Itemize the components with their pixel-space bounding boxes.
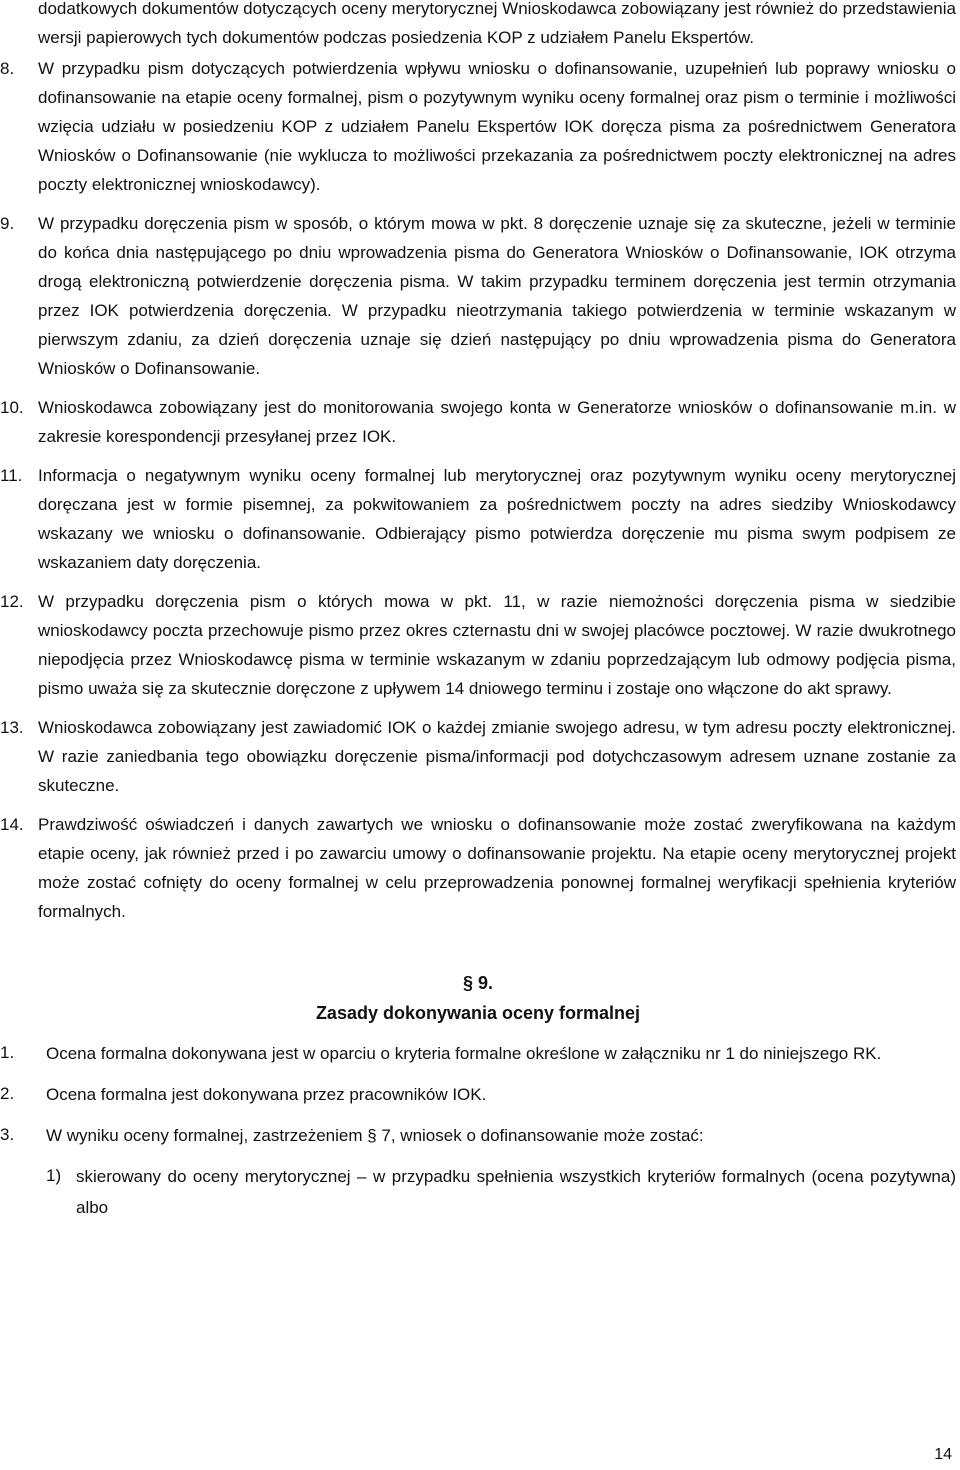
point-13 — [0, 713, 956, 800]
point-number: 9. — [0, 214, 15, 233]
point-number: 1. — [0, 1043, 15, 1062]
point-text: Ocena formalna jest dokonywana przez pracowników IOK. — [46, 1085, 487, 1104]
point-text: W przypadku doręczenia pism o których mowa w pkt. 11, w razie niemożności doręczenia pisma w siedzibie wnioskodawcy poczta przechowuje pismo przez okres czternastu dni w swojej placówce pocztowej. W razie dwukrotnego niepodjęcia przez Wnioskodawcę pisma w terminie wskazanym w zdaniu poprzedzającym lub odmowy podjęcia pisma, pismo uważa się za skutecznie doręczone z upływem 14 dniowego terminu i zostaje ono włączone do akt sprawy. — [38, 592, 956, 698]
point-text: Prawdziwość oświadczeń i danych zawartych we wniosku o dofinansowanie może zostać zweryfikowana na każdym etapie oceny, jak również przed i po zawarciu umowy o dofinansowanie projektu. Na etapie oceny merytorycznej projekt może zostać cofnięty do oceny formalnej w celu przeprowadzenia ponownej formalnej weryfikacji spełnienia kryteriów formalnych. — [38, 815, 956, 921]
section-number: § 9. — [462, 973, 494, 993]
point-text: Informacja o negatywnym wyniku oceny formalnej lub merytorycznej oraz pozytywnym wyniku oceny merytorycznej doręczana jest w formie pisemnej, za pokwitowaniem za pośrednictwem poczty na adres siedziby Wnioskodawcy wskazany we wniosku o dofinansowanie. Odbierający pismo potwierdza doręczenie mu pisma swym podpisem ze wskazaniem daty doręczenia. — [38, 466, 956, 572]
sub-point-text: skierowany do oceny merytorycznej – w przypadku spełnienia wszystkich kryteriów formalnych (ocena pozytywna) albo — [76, 1167, 956, 1217]
section-point-1 — [0, 1038, 956, 1069]
point-text: Wnioskodawca zobowiązany jest do monitorowania swojego konta w Generatorze wniosków o dofinansowanie m.in. w zakresie korespondencji przesyłanej przez IOK. — [38, 398, 956, 446]
sub-point-1 — [46, 1161, 956, 1223]
point-number: 3. — [0, 1125, 15, 1144]
point-number: 2. — [0, 1084, 15, 1103]
point-12 — [0, 587, 956, 703]
point-number: 14. — [0, 815, 24, 834]
section-title: Zasady dokonywania oceny formalnej — [315, 1003, 641, 1023]
points-list — [0, 54, 956, 926]
point-8 — [0, 54, 956, 199]
page-number: 14 — [934, 1446, 952, 1463]
point-text: W przypadku pism dotyczących potwierdzenia wpływu wniosku o dofinansowanie, uzupełnień lub poprawy wniosku o dofinansowanie na etapie oceny formalnej, pism o pozytywnym wyniku oceny formalnej oraz pism o terminie i możliwości wzięcia udziału w posiedzeniu KOP z udziałem Panelu Ekspertów IOK doręcza pisma za pośrednictwem Generatora Wniosków o Dofinansowanie (nie wyklucza to możliwości przekazania za pośrednictwem poczty elektronicznej na adres poczty elektronicznej wnioskodawcy). — [38, 59, 956, 194]
point-11 — [0, 461, 956, 577]
point-text: W wyniku oceny formalnej, zastrzeżeniem § 7, wniosek o dofinansowanie może zostać: — [46, 1126, 704, 1145]
point-text: Wnioskodawca zobowiązany jest zawiadomić IOK o każdej zmianie swojego adresu, w tym adresu poczty elektronicznej. W razie zaniedbania tego obowiązku doręczenie pisma/informacji pod dotychczasowym adresem uznane zostanie za skuteczne. — [38, 718, 956, 795]
section-point-2 — [0, 1079, 956, 1110]
intro-paragraph: dodatkowych dokumentów dotyczących oceny merytorycznej Wnioskodawca zobowiązany jest również do przedstawienia wersji papierowych tych dokumentów podczas posiedzenia KOP z udziałem Panelu Ekspertów. — [38, 0, 956, 47]
point-9 — [0, 209, 956, 383]
point-10 — [0, 393, 956, 451]
section-point-3 — [0, 1120, 956, 1151]
point-text: W przypadku doręczenia pism w sposób, o którym mowa w pkt. 8 doręczenie uznaje się za skuteczne, jeżeli w terminie do końca dnia następującego po dniu wprowadzenia pisma do Generatora Wniosków o Dofinansowanie, IOK otrzyma drogą elektroniczną potwierdzenie doręczenia pisma. W takim przypadku terminem doręczenia jest termin otrzymania przez IOK potwierdzenia doręczenia. W przypadku nieotrzymania takiego potwierdzenia w terminie wskazanym w pierwszym zdaniu, za dzień doręczenia uznaje się dzień następujący po dniu wprowadzenia pisma do Generatora Wniosków o Dofinansowanie. — [38, 214, 956, 378]
point-14 — [0, 810, 956, 926]
point-number: 11. — [0, 466, 23, 485]
point-number: 12. — [0, 592, 24, 611]
section-heading — [0, 968, 956, 1028]
sub-point-number: 1) — [46, 1166, 62, 1185]
section-points-list — [0, 1038, 956, 1223]
point-number: 13. — [0, 718, 24, 737]
point-number: 10. — [0, 398, 24, 417]
point-number: 8. — [0, 59, 15, 78]
point-text: Ocena formalna dokonywana jest w oparciu o kryteria formalne określone w załączniku nr 1 do niniejszego RK. — [46, 1044, 882, 1063]
